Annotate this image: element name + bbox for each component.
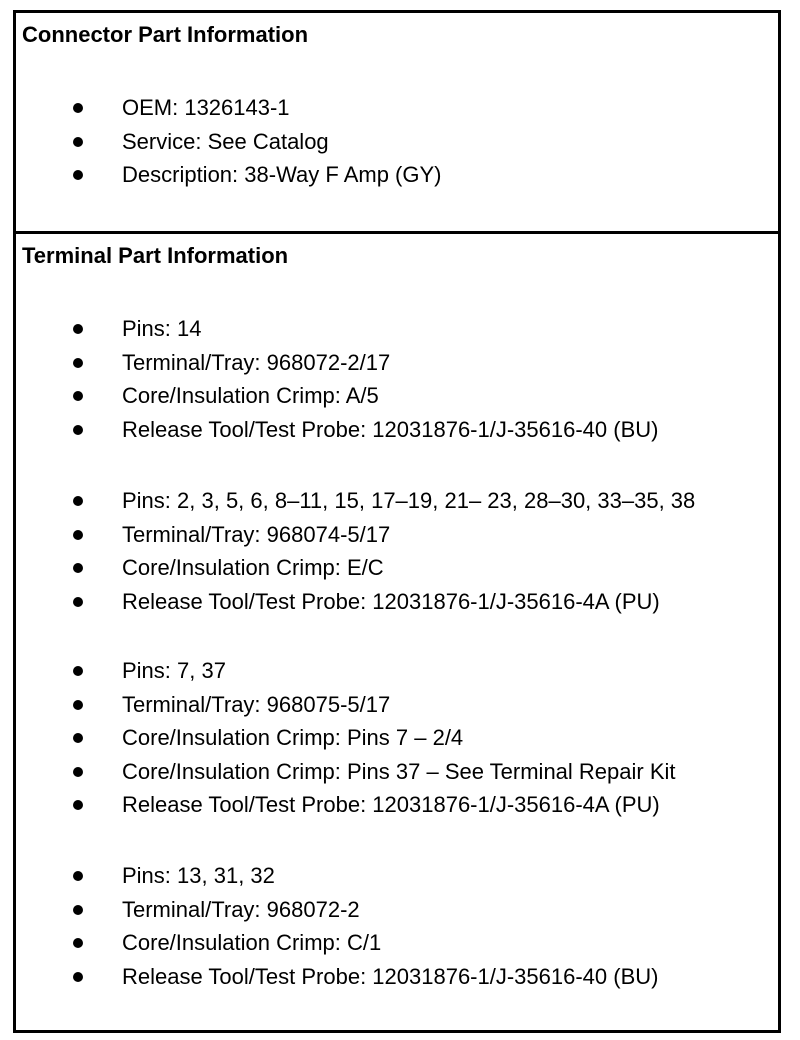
bullet-icon <box>73 391 83 401</box>
list-item <box>16 413 778 447</box>
crimp-value: Core/Insulation Crimp: Pins 37 – See Terminal Repair Kit <box>122 758 676 784</box>
list-item <box>16 654 778 688</box>
bullet-icon <box>73 597 83 607</box>
terminal-part-section <box>16 234 778 1030</box>
list-item <box>16 312 778 346</box>
bullet-icon <box>73 530 83 540</box>
connector-description: Description: 38-Way F Amp (GY) <box>122 162 442 188</box>
bullet-icon <box>73 324 83 334</box>
list-item <box>16 484 778 518</box>
bullet-icon <box>73 425 83 435</box>
release-tool-value: Release Tool/Test Probe: 12031876-1/J-35616-4A (PU) <box>122 792 660 818</box>
list-item <box>16 379 778 413</box>
terminal-group-1 <box>16 312 778 446</box>
list-item <box>16 346 778 380</box>
list-item <box>16 125 778 159</box>
oem-part-number: OEM: 1326143-1 <box>122 95 290 120</box>
bullet-icon <box>73 666 83 676</box>
part-information-table <box>13 10 781 1033</box>
list-item <box>16 585 778 619</box>
connector-section-title: Connector Part Information <box>22 22 309 47</box>
crimp-value: Core/Insulation Crimp: E/C <box>122 555 384 581</box>
terminal-tray-value: Terminal/Tray: 968075-5/17 <box>122 691 391 717</box>
terminal-tray-value: Terminal/Tray: 968072-2/17 <box>122 349 391 375</box>
bullet-icon <box>73 800 83 810</box>
bullet-icon <box>73 170 83 180</box>
terminal-section-title: Terminal Part Information <box>22 243 289 268</box>
release-tool-value: Release Tool/Test Probe: 12031876-1/J-35616-40 (BU) <box>122 416 659 442</box>
bullet-icon <box>73 563 83 573</box>
list-item <box>16 518 778 552</box>
bullet-icon <box>73 733 83 743</box>
list-item <box>16 960 778 994</box>
bullet-icon <box>73 496 83 506</box>
list-item <box>16 926 778 960</box>
list-item <box>16 551 778 585</box>
list-item <box>16 91 778 125</box>
bullet-icon <box>73 358 83 368</box>
release-tool-value: Release Tool/Test Probe: 12031876-1/J-35616-40 (BU) <box>122 963 659 989</box>
crimp-value: Core/Insulation Crimp: Pins 7 – 2/4 <box>122 725 464 751</box>
bullet-icon <box>73 871 83 881</box>
bullet-icon <box>73 103 83 113</box>
bullet-icon <box>73 938 83 948</box>
list-item <box>16 859 778 893</box>
bullet-icon <box>73 905 83 915</box>
list-item <box>16 721 778 755</box>
bullet-icon <box>73 700 83 710</box>
list-item <box>16 688 778 722</box>
bullet-icon <box>73 137 83 147</box>
connector-part-section <box>16 13 778 232</box>
pins-value: Pins: 14 <box>122 316 202 341</box>
bullet-icon <box>73 972 83 982</box>
bullet-icon <box>73 767 83 777</box>
connector-info-list <box>16 91 778 192</box>
terminal-group-3 <box>16 654 778 822</box>
list-item <box>16 755 778 789</box>
pins-value: Pins: 13, 31, 32 <box>122 863 275 888</box>
list-item <box>16 158 778 192</box>
terminal-tray-value: Terminal/Tray: 968074-5/17 <box>122 521 391 547</box>
terminal-group-2 <box>16 484 778 618</box>
terminal-tray-value: Terminal/Tray: 968072-2 <box>122 896 360 922</box>
crimp-value: Core/Insulation Crimp: C/1 <box>122 930 382 956</box>
list-item <box>16 788 778 822</box>
pins-value: Pins: 7, 37 <box>122 658 226 683</box>
service-part-number: Service: See Catalog <box>122 128 329 154</box>
list-item <box>16 893 778 927</box>
release-tool-value: Release Tool/Test Probe: 12031876-1/J-35616-4A (PU) <box>122 588 660 614</box>
pins-value: Pins: 2, 3, 5, 6, 8–11, 15, 17–19, 21– 23, 28–30, 33–35, 38 <box>122 488 696 513</box>
terminal-group-4 <box>16 859 778 993</box>
crimp-value: Core/Insulation Crimp: A/5 <box>122 383 379 409</box>
